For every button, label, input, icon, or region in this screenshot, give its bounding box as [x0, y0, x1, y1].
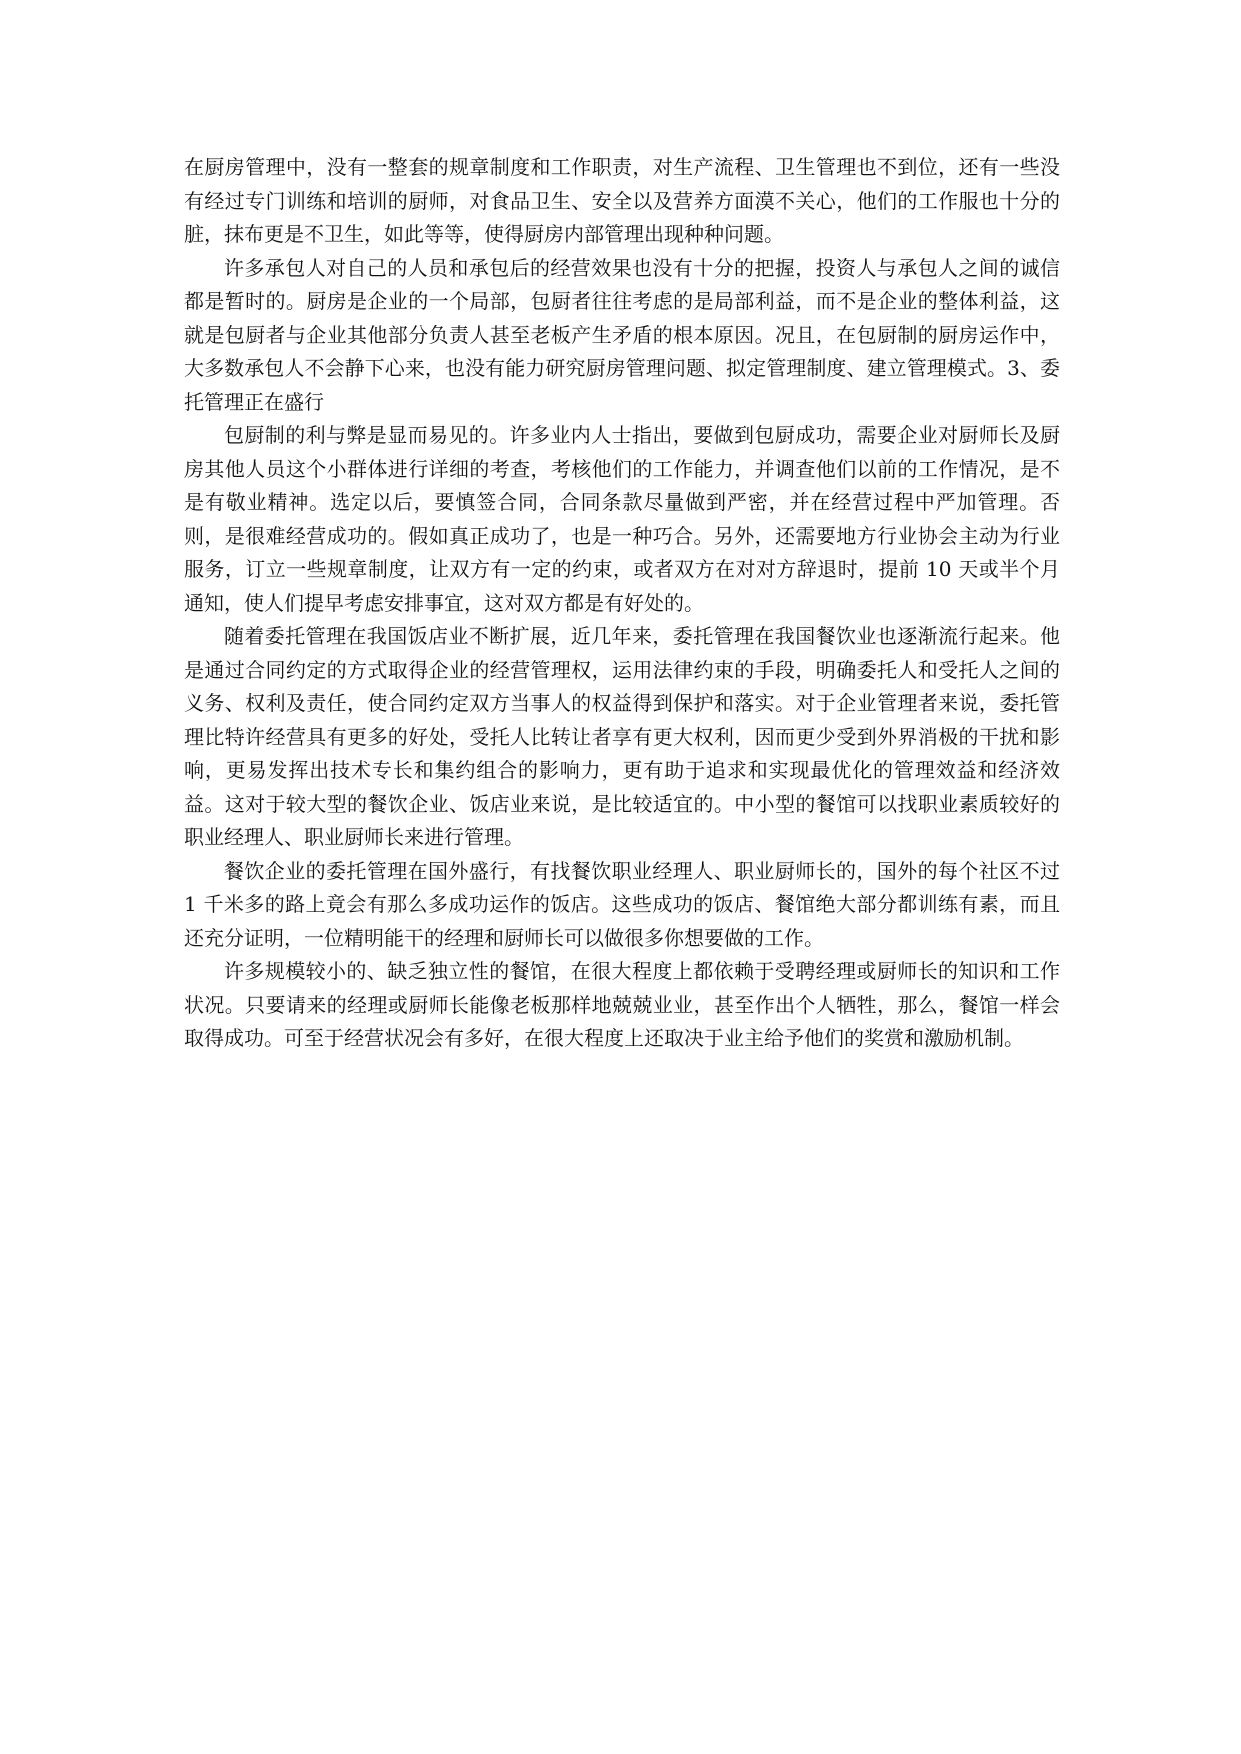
paragraph-1: 在厨房管理中，没有一整套的规章制度和工作职责，对生产流程、卫生管理也不到位，还有一些没有经过专门训练和培训的厨师，对食品卫生、安全以及营养方面漠不关心，他们的工作服也十分的脏，抹布更是不卫生，如此等等，使得厨房内部管理出现种种问题。: [184, 155, 1060, 246]
paragraph-5: 餐饮企业的委托管理在国外盛行，有找餐饮职业经理人、职业厨师长的，国外的每个社区不过 1 千米多的路上竟会有那么多成功运作的饭店。这些成功的饭店、餐馆绝大部分都训练有素，而且还充分证明，一位精明能干的经理和厨师长可以做很多你想要做的工作。: [184, 858, 1060, 950]
paragraph-2: 许多承包人对自己的人员和承包后的经营效果也没有十分的把握，投资人与承包人之间的诚信都是暂时的。厨房是企业的一个局部，包厨者往往考虑的是局部利益，而不是企业的整体利益，这就是包厨者与企业其他部分负责人甚至老板产生矛盾的根本原因。况且，在包厨制的厨房运作中，大多数承包人不会静下心来，也没有能力研究厨房管理问题、拟定管理制度、建立管理模式。3、委托管理正在盛行: [184, 255, 1060, 414]
paragraph-4: 随着委托管理在我国饭店业不断扩展，近几年来，委托管理在我国餐饮业也逐渐流行起来。他是通过合同约定的方式取得企业的经营管理权，运用法律约束的手段，明确委托人和受托人之间的义务、权利及责任，使合同约定双方当事人的权益得到保护和落实。对于企业管理者来说，委托管理比特许经营具有更多的好处，受托人比转让者享有更大权利，因而更少受到外界消极的干扰和影响，更易发挥出技术专长和集约组合的影响力，更有助于追求和实现最优化的管理效益和经济效益。这对于较大型的餐饮企业、饭店业来说，是比较适宜的。中小型的餐馆可以找职业素质较好的职业经理人、职业厨师长来进行管理。: [184, 624, 1060, 849]
paragraph-3: 包厨制的利与弊是显而易见的。许多业内人士指出，要做到包厨成功，需要企业对厨师长及厨房其他人员这个小群体进行详细的考查，考核他们的工作能力，并调查他们以前的工作情况，是不是有敬业精神。选定以后，要慎签合同，合同条款尽量做到严密，并在经营过程中严加管理。否则，是很难经营成功的。假如真正成功了，也是一种巧合。另外，还需要地方行业协会主动为行业服务，订立一些规章制度，让双方有一定的约束，或者双方在对对方辞退时，提前 10 天或半个月通知，使人们提早考虑安排事宜，这对双方都是有好处的。: [184, 423, 1060, 615]
document-body: [184, 151, 1060, 1056]
paragraph-6: 许多规模较小的、缺乏独立性的餐馆，在很大程度上都依赖于受聘经理或厨师长的知识和工作状况。只要请来的经理或厨师长能像老板那样地兢兢业业，甚至作出个人牺牲，那么，餐馆一样会取得成功。可至于经营状况会有多好，在很大程度上还取决于业主给予他们的奖赏和激励机制。: [184, 959, 1060, 1050]
